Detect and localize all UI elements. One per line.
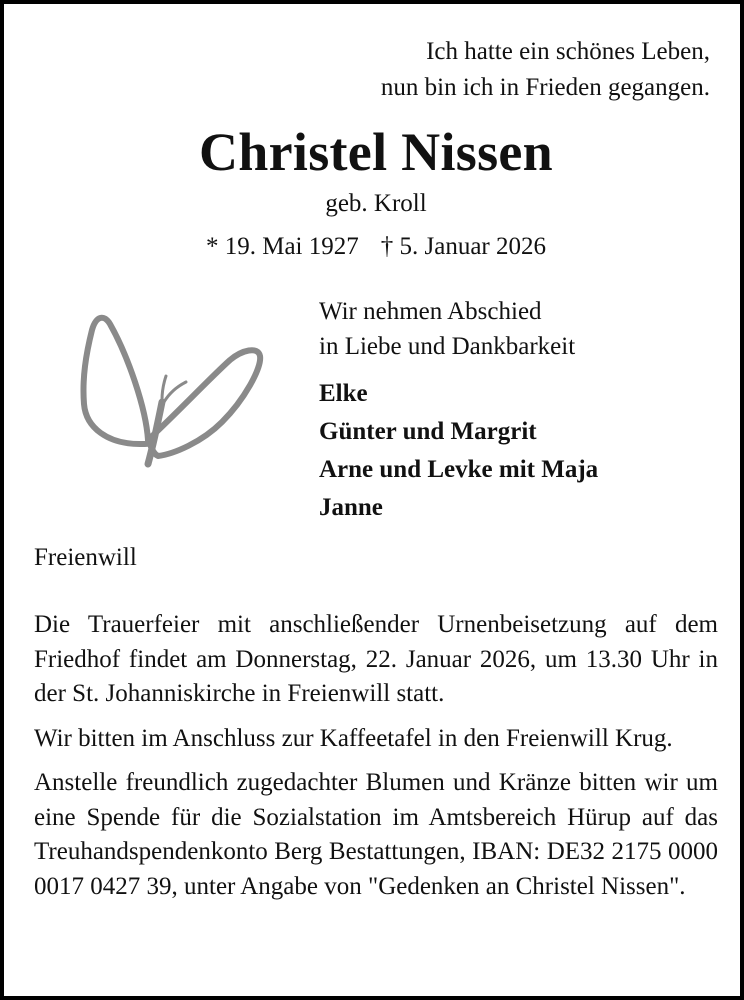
motto-line-2: nun bin ich in Frieden gegangen.	[380, 74, 710, 101]
butterfly-icon	[74, 304, 274, 474]
farewell-line-1: Wir nehmen Abschied	[319, 298, 542, 325]
family-member: Elke	[319, 380, 368, 407]
place-of-residence: Freienwill	[34, 544, 137, 571]
family-member: Arne und Levke mit Maja	[319, 456, 599, 483]
birth-date: * 19. Mai 1927	[205, 233, 359, 260]
notice-body	[34, 608, 718, 914]
farewell-text	[319, 294, 575, 364]
family-member: Janne	[319, 494, 383, 521]
death-date: † 5. Januar 2026	[380, 233, 547, 260]
motto-quote	[381, 34, 710, 106]
funeral-details-paragraph: Die Trauerfeier mit anschließender Urnenbeisetzung auf dem Friedhof findet am Donnerstag, 22. Januar 2026, um 13.30 Uhr in der St. Johanniskirche in Freienwill statt.	[34, 611, 718, 707]
farewell-line-2: in Liebe und Dankbarkeit	[319, 333, 576, 360]
deceased-name: Christel Nissen	[199, 122, 553, 182]
coffee-invitation-paragraph: Wir bitten im Anschluss zur Kaffeetafel in den Freienwill Krug.	[34, 724, 673, 752]
family-list	[319, 375, 598, 527]
life-dates	[4, 231, 744, 263]
motto-line-1: Ich hatte ein schönes Leben,	[426, 38, 710, 65]
maiden-name: geb. Kroll	[325, 190, 427, 217]
family-member: Günter und Margrit	[319, 418, 537, 445]
donation-paragraph: Anstelle freundlich zugedachter Blumen und Kränze bitten wir um eine Spende für die Sozialstation im Amtsbereich Hürup auf das Treuhandspendenkonto Berg Bestattungen, IBAN: DE32 2175 0000 0017 0427 39, unter Angabe von "Gedenken an Christel Nissen".	[34, 769, 718, 900]
